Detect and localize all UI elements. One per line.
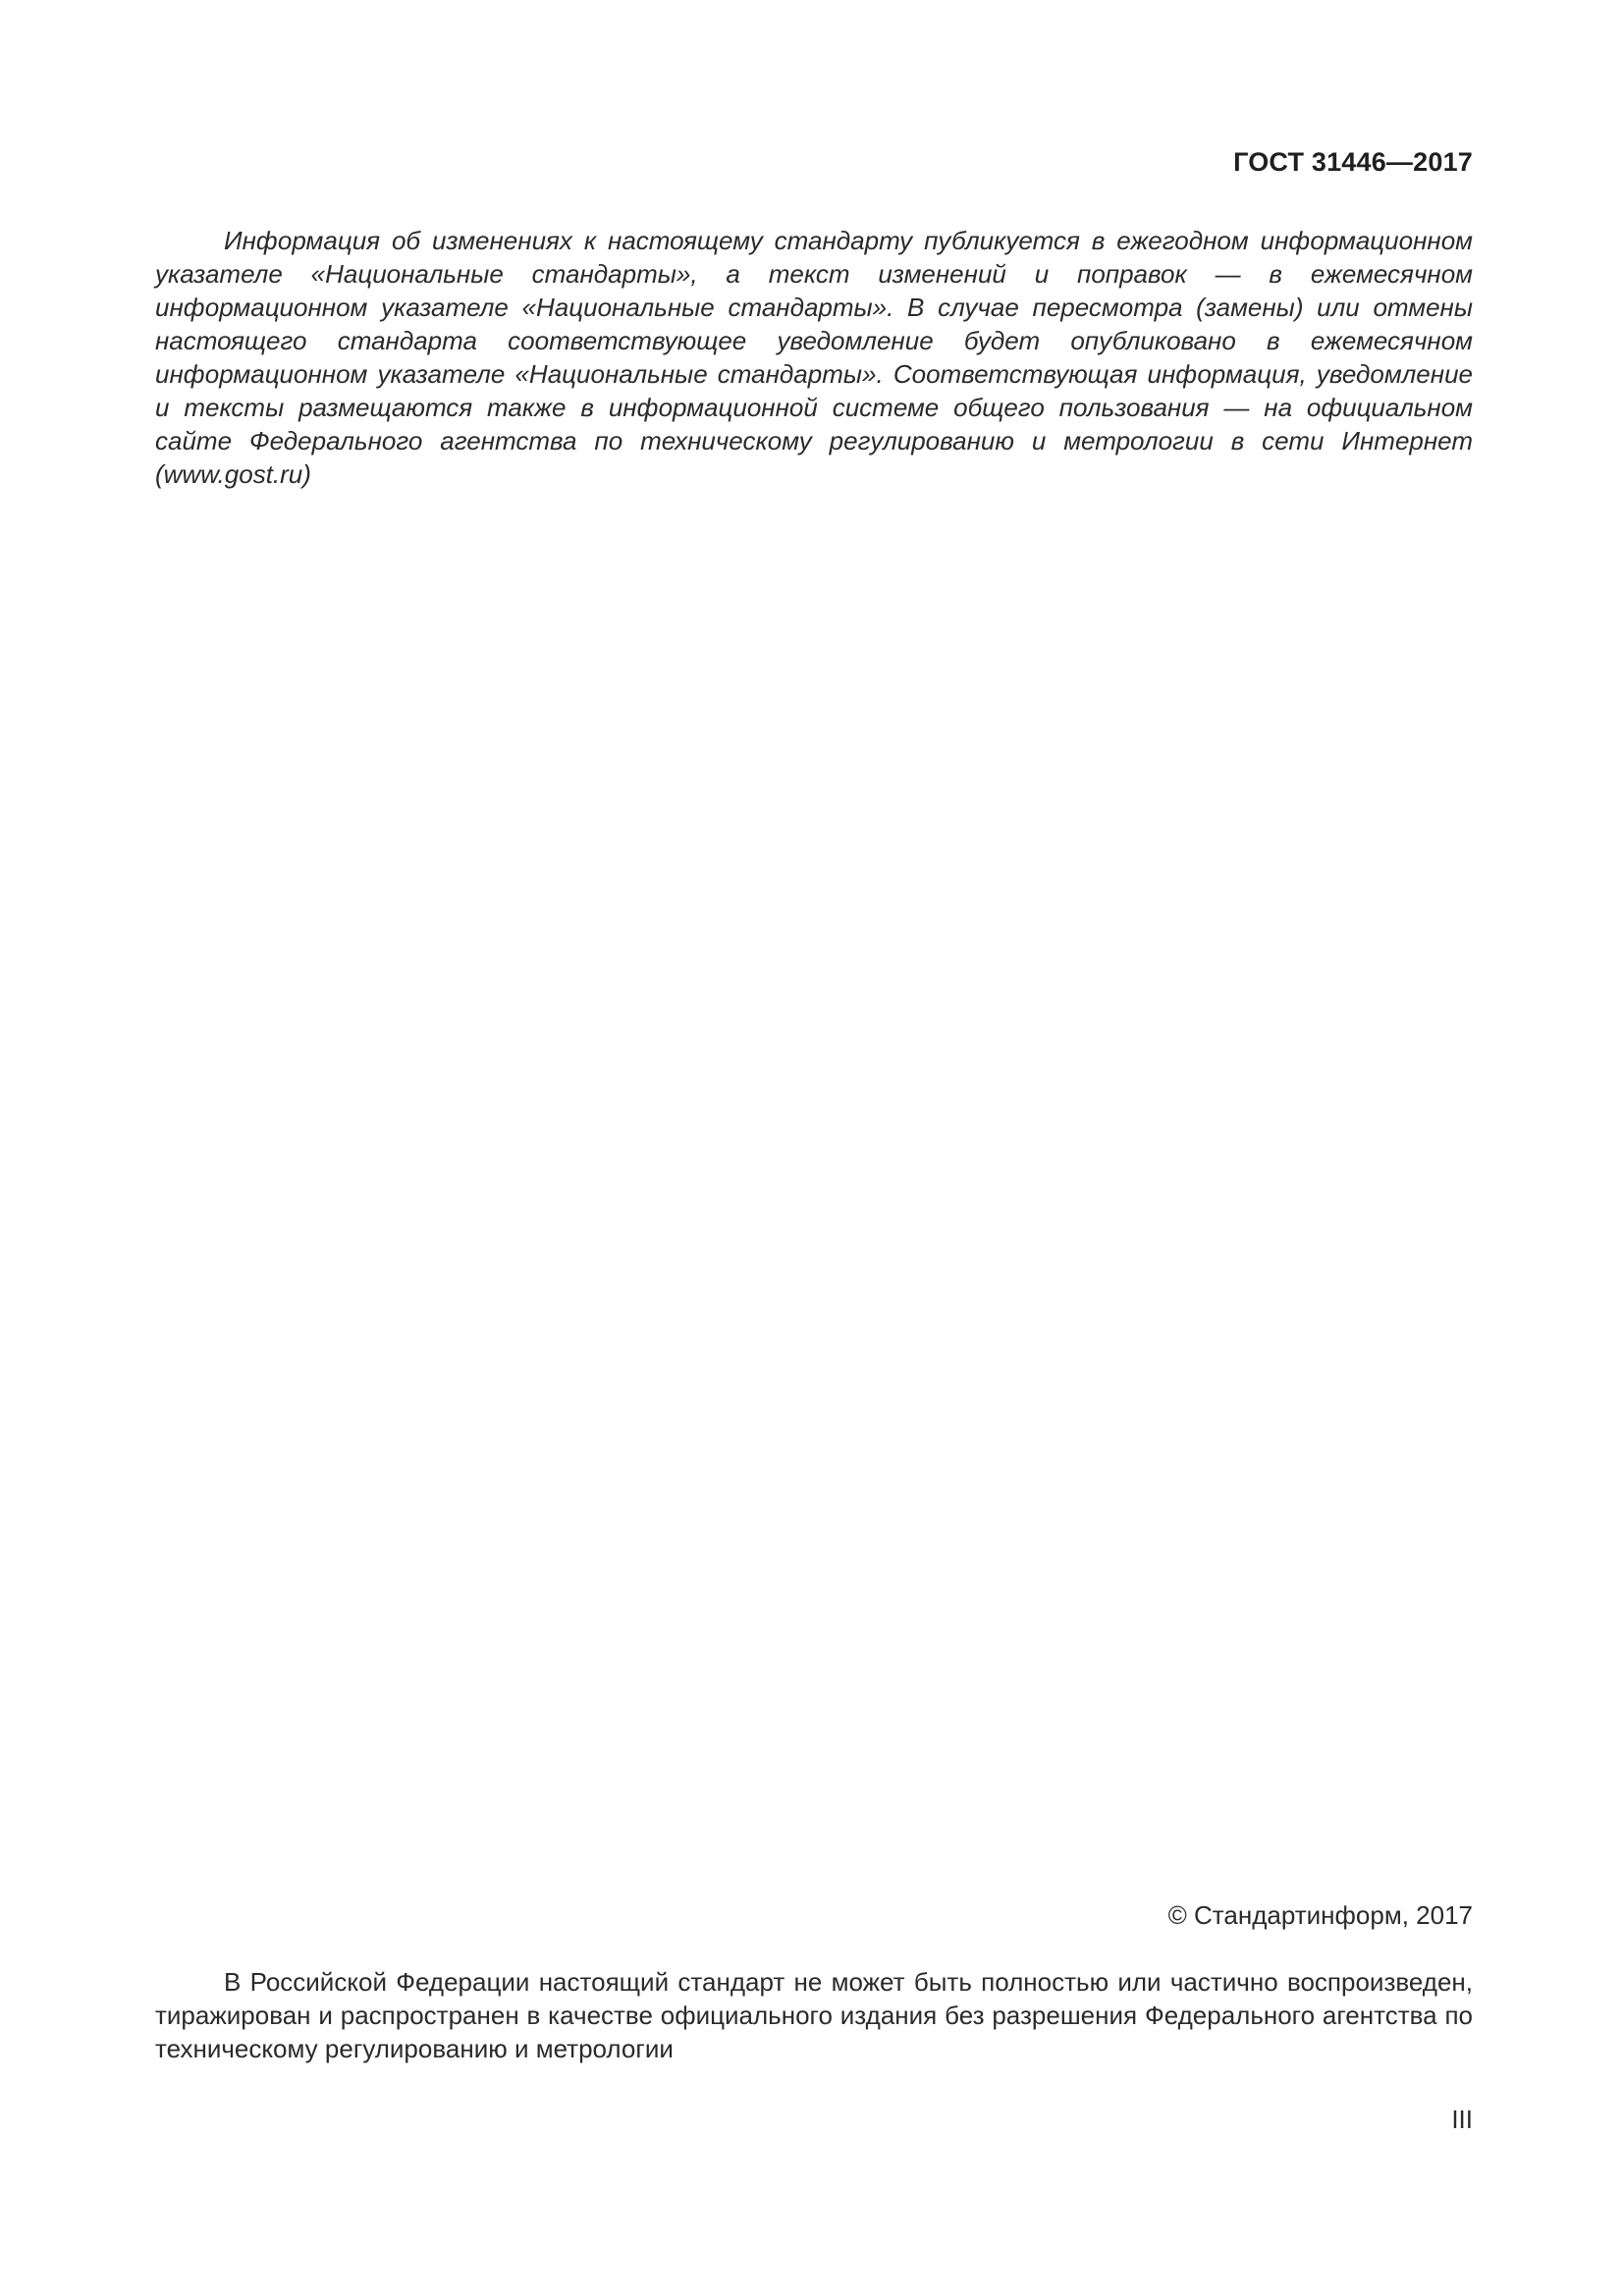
reproduction-restriction-paragraph: В Российской Федерации настоящий стандарт не может быть полностью или частично воспроизведен, тиражирован и распространен в качестве официального издания без разрешения Федерального агентства по техническому регулированию и метрологии [155, 1967, 1473, 2063]
copyright-notice: © Стандартинформ, 2017 [1167, 1900, 1473, 1930]
standard-code-header: ГОСТ 31446—2017 [1233, 147, 1473, 177]
amendments-notice-paragraph: Информация об изменениях к настоящему стандарту публикуется в ежегодном информационном указателе «Национальные стандарты», а текст изменений и поправок — в ежемесячном информационном указателе «Национальные стандарты». В случае пересмотра (замены) или отмены настоящего стандарта соответствующее уведомление будет опубликовано в ежемесячном информационном указателе «Национальные стандарты». Соответствующая информация, уведомление и тексты размещаются также в информационной системе общего пользования — на официальном сайте Федерального агентства по техническому регулированию и метрологии в сети Интернет (www.gost.ru) [155, 226, 1473, 489]
page-number: III [1451, 2105, 1473, 2134]
